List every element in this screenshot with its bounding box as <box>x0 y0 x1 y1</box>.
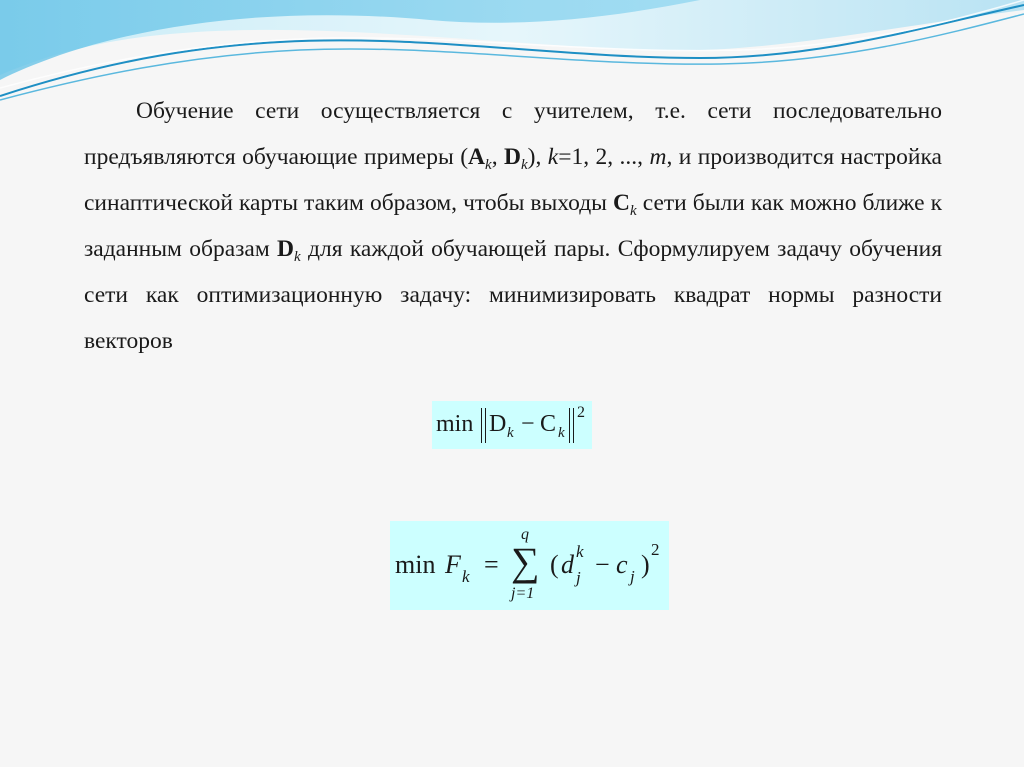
norm-bar-right-2 <box>573 408 574 443</box>
formula-d: d <box>561 550 574 579</box>
paren-close: ) <box>641 550 650 579</box>
norm-bar-left-1 <box>481 408 482 443</box>
formula-min: min <box>436 411 474 437</box>
formula-objective-function <box>390 521 669 610</box>
body-paragraph: Обучение сети осуществляется с учителем, т.е. сети последовательно предъявляются обучающие примеры ($A_k$, $D_k$), k=1, 2, ..., m, и производится настройка синаптической карты таким образом, чтобы выходы $C_k$ сети были как можно ближе к заданным образам $D_k$ для каждой обучающей пары. Сформулируем задачу обучения сети как оптимизационную задачу: минимизировать квадрат нормы разности векторов <box>84 98 943 354</box>
formula-sub-j: j <box>576 568 581 587</box>
norm-bar-left-2 <box>485 408 486 443</box>
formula-sub-k: k <box>462 567 470 586</box>
norm-bar-right-1 <box>569 408 570 443</box>
formula-C: C <box>540 411 557 437</box>
sum-lower-limit: j=1 <box>511 585 535 602</box>
formula-equals: = <box>484 550 499 579</box>
formula-sub-j: j <box>630 567 635 586</box>
paren-open: ( <box>550 550 559 579</box>
formula-min: min <box>395 550 436 579</box>
formula-exponent: 2 <box>651 540 660 559</box>
formula-F: F <box>445 550 461 579</box>
formula-D: D <box>489 411 507 437</box>
formula-sub-k: k <box>507 425 514 441</box>
formula-sub-k: k <box>558 425 565 441</box>
formula-exponent: 2 <box>577 404 585 421</box>
sum-symbol: ∑ <box>511 539 540 584</box>
formula-norm-minimization <box>432 401 592 449</box>
formula-minus: − <box>595 550 610 579</box>
formula-c: c <box>616 550 628 579</box>
sum-upper-limit: q <box>521 526 529 543</box>
formula-minus: − <box>521 411 535 437</box>
formula-sup-k: k <box>576 542 584 561</box>
